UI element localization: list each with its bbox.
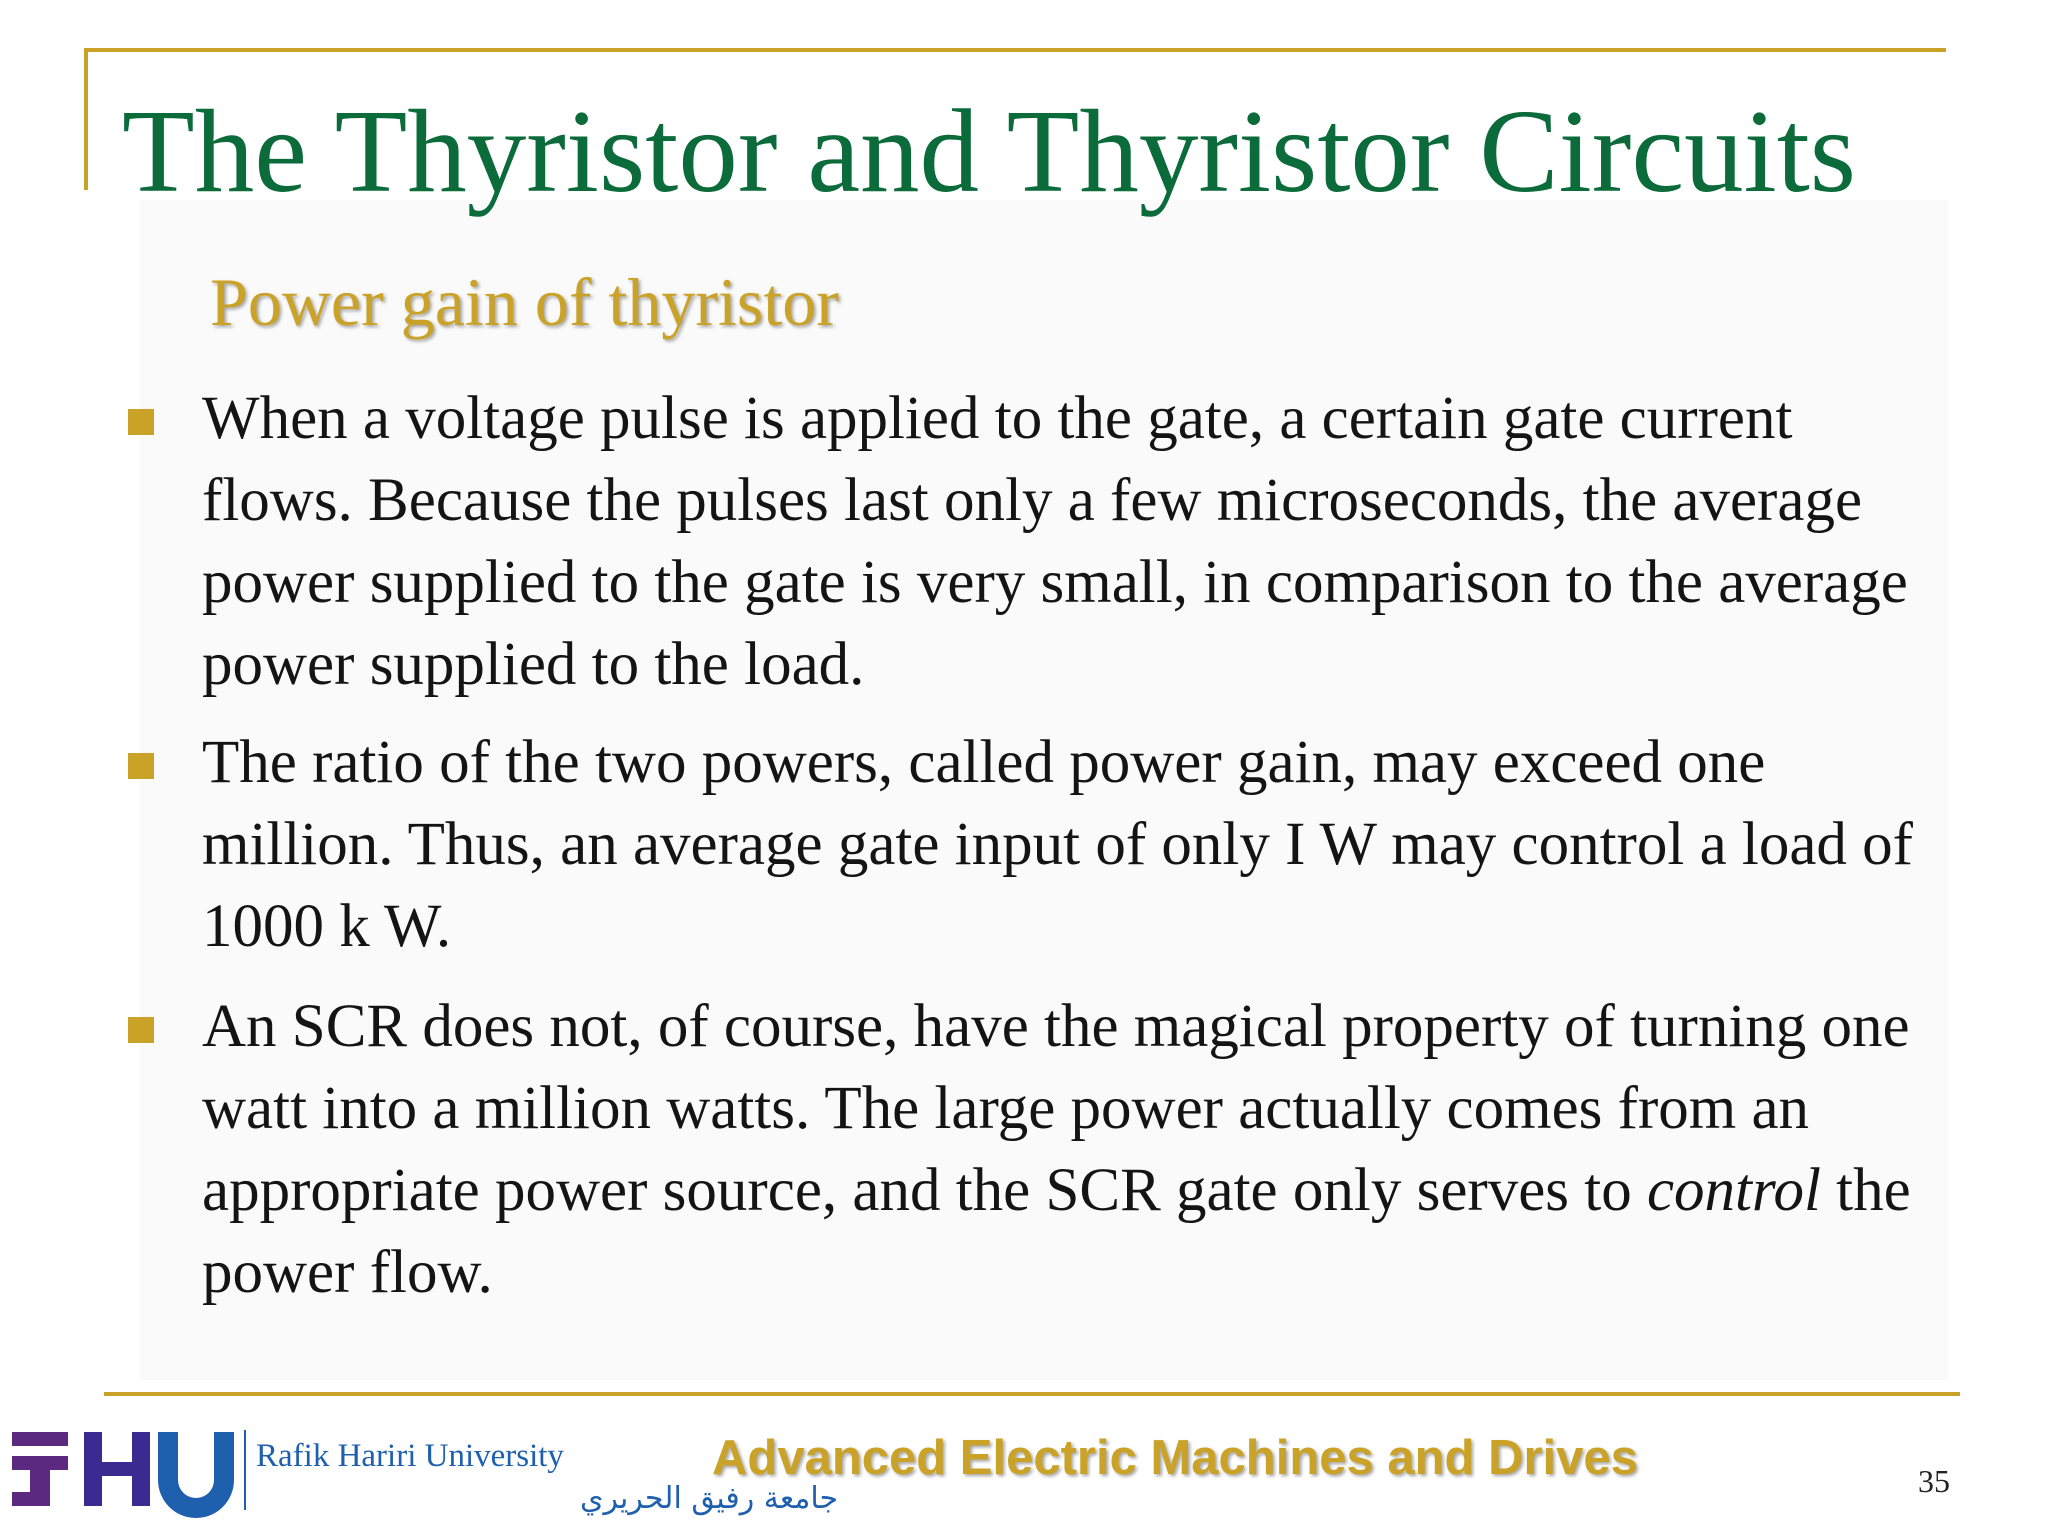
logo-name-ar: جامعة رفيق الحريري xyxy=(580,1481,839,1516)
bullet-item-2 xyxy=(202,722,1942,968)
bullet-text-3a: An SCR does not, of course, have the magical property of turning one watt into a million watts. The large power actually comes from an appropriate power source, and the SCR gate only serves to xyxy=(202,993,1910,1224)
square-bullet-icon xyxy=(128,409,154,435)
bullet-text-2: The ratio of the two powers, called power gain, may exceed one million. Thus, an average gate input of only I W may control a load of 1000 k W. xyxy=(202,729,1913,960)
bullet-emphasis: control xyxy=(1646,1157,1821,1224)
logo-name-en: Rafik Hariri University xyxy=(256,1438,564,1474)
bottom-divider xyxy=(104,1392,1960,1396)
university-logo xyxy=(8,1422,839,1522)
bullet-text-1: When a voltage pulse is applied to the gate, a certain gate current flows. Because the pulses last only a few microseconds, the average power supplied to the gate is very small, in comparison to the average power supplied to the load. xyxy=(202,385,1908,698)
bullet-item-3 xyxy=(202,986,1942,1314)
square-bullet-icon xyxy=(128,1017,154,1043)
rhu-logo-mark-icon xyxy=(12,1432,234,1518)
slide-subtitle: Power gain of thyristor xyxy=(210,264,839,340)
square-bullet-icon xyxy=(128,753,154,779)
left-accent-bar xyxy=(84,48,88,190)
slide-title: The Thyristor and Thyristor Circuits xyxy=(122,85,1857,217)
page-number: 35 xyxy=(1918,1463,1950,1499)
bullet-item-1 xyxy=(202,378,1942,706)
course-title: Advanced Electric Machines and Drives xyxy=(712,1431,1638,1485)
top-divider xyxy=(84,48,1946,52)
bullet-text-3b: the power flow. xyxy=(202,1157,1911,1306)
